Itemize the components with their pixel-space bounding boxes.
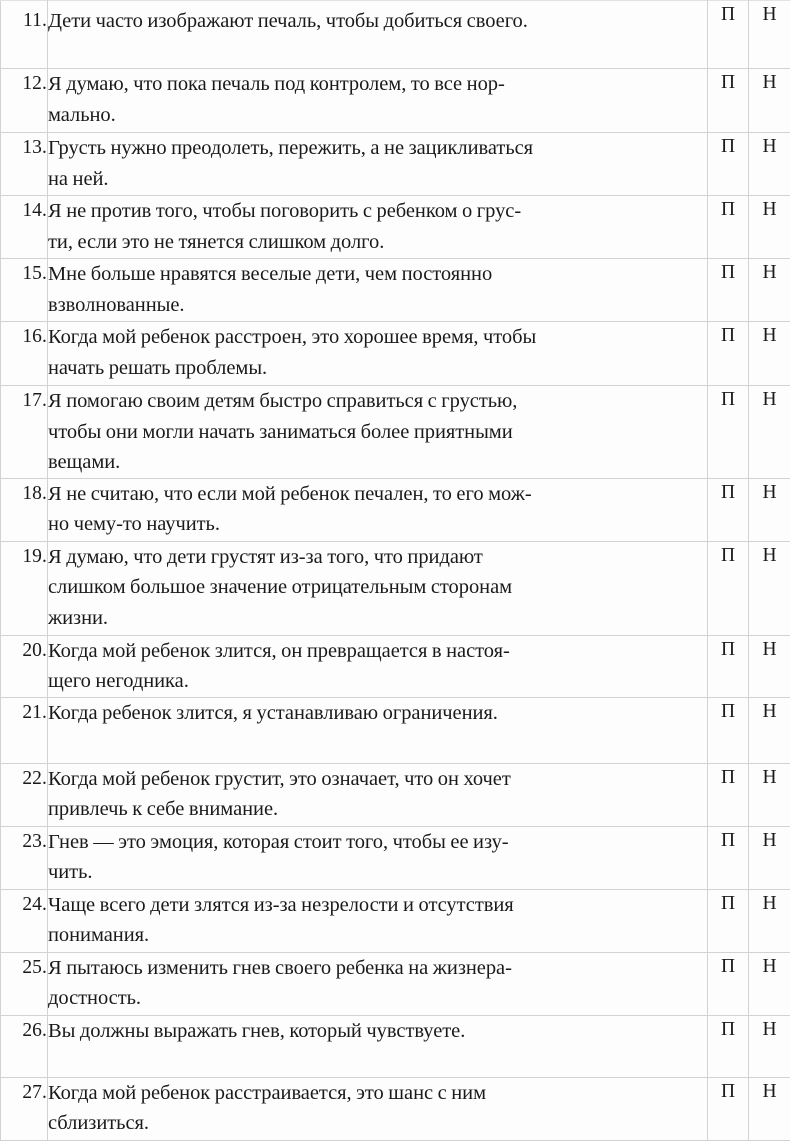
option-disagree-cell[interactable]: Н	[749, 763, 790, 826]
option-agree-cell[interactable]: П	[708, 952, 749, 1015]
item-statement	[48, 1077, 708, 1140]
statement-line: Когда ребенок злится, я устанавливаю ограничения.	[48, 698, 707, 729]
table-row	[1, 69, 790, 133]
table-row	[1, 1, 790, 69]
option-disagree-cell[interactable]: Н	[749, 826, 790, 889]
table-row	[1, 826, 790, 889]
option-agree-cell[interactable]: П	[708, 133, 749, 196]
option-disagree-cell[interactable]: Н	[749, 541, 790, 635]
option-agree-cell[interactable]: П	[708, 1, 749, 69]
item-number: 17.	[1, 386, 48, 479]
statement-line: Когда мой ребенок грустит, это означает, что он хочет	[48, 764, 707, 795]
statement-line: чтобы они могли начать заниматься более приятными	[48, 417, 707, 448]
statement-line: Я помогаю своим детям быстро справиться с грустью,	[48, 386, 707, 417]
statement-line: Мне больше нравятся веселые дети, чем постоянно	[48, 259, 707, 290]
item-statement	[48, 635, 708, 697]
table-row	[1, 635, 790, 697]
item-number: 21.	[1, 697, 48, 763]
table-row	[1, 1077, 790, 1140]
statement-line: ти, если это не тянется слишком долго.	[48, 227, 707, 258]
item-statement	[48, 478, 708, 541]
statement-line: Дети часто изображают печаль, чтобы добиться своего.	[48, 6, 707, 37]
item-statement	[48, 952, 708, 1015]
option-agree-cell[interactable]: П	[708, 196, 749, 259]
statement-line: Я думаю, что пока печаль под контролем, то все нор-	[48, 69, 707, 100]
statement-line: жизни.	[48, 603, 707, 634]
item-number: 11.	[1, 1, 48, 69]
option-agree-cell[interactable]: П	[708, 478, 749, 541]
table-row	[1, 889, 790, 952]
option-agree-cell[interactable]: П	[708, 763, 749, 826]
statement-line: Гнев — это эмоция, которая стоит того, чтобы ее изу-	[48, 827, 707, 858]
item-number: 23.	[1, 826, 48, 889]
item-number: 27.	[1, 1077, 48, 1140]
table-row	[1, 133, 790, 196]
item-statement	[48, 889, 708, 952]
item-statement	[48, 763, 708, 826]
item-number: 18.	[1, 478, 48, 541]
option-disagree-cell[interactable]: Н	[749, 697, 790, 763]
table-row	[1, 763, 790, 826]
statement-line: на ней.	[48, 164, 707, 195]
item-statement	[48, 541, 708, 635]
item-number: 12.	[1, 69, 48, 133]
option-agree-cell[interactable]: П	[708, 259, 749, 322]
statement-line: Когда мой ребенок расстраивается, это шанс с ним	[48, 1078, 707, 1109]
item-statement	[48, 1, 708, 69]
table-row	[1, 478, 790, 541]
statement-line: Чаще всего дети злятся из-за незрелости и отсутствия	[48, 890, 707, 921]
option-disagree-cell[interactable]: Н	[749, 952, 790, 1015]
option-agree-cell[interactable]: П	[708, 69, 749, 133]
option-agree-cell[interactable]: П	[708, 1077, 749, 1140]
statement-line: понимания.	[48, 920, 707, 951]
statement-line: взволнованные.	[48, 290, 707, 321]
statement-line: слишком большое значение отрицательным сторонам	[48, 572, 707, 603]
option-disagree-cell[interactable]: Н	[749, 1077, 790, 1140]
option-disagree-cell[interactable]: Н	[749, 889, 790, 952]
option-agree-cell[interactable]: П	[708, 541, 749, 635]
item-statement	[48, 826, 708, 889]
item-number: 24.	[1, 889, 48, 952]
option-agree-cell[interactable]: П	[708, 697, 749, 763]
option-disagree-cell[interactable]: Н	[749, 635, 790, 697]
statement-line: мально.	[48, 100, 707, 131]
option-disagree-cell[interactable]: Н	[749, 478, 790, 541]
statement-line: Вы должны выражать гнев, который чувствуете.	[48, 1016, 707, 1047]
statement-line: чить.	[48, 857, 707, 888]
option-disagree-cell[interactable]: Н	[749, 322, 790, 386]
statement-line: достность.	[48, 983, 707, 1014]
item-number: 16.	[1, 322, 48, 386]
table-row	[1, 386, 790, 479]
item-statement	[48, 322, 708, 386]
statement-line: Я не против того, чтобы поговорить с ребенком о грус-	[48, 196, 707, 227]
statement-line: сблизиться.	[48, 1108, 707, 1139]
table-row	[1, 196, 790, 259]
statement-line: щего негодника.	[48, 666, 707, 697]
statement-line: Грусть нужно преодолеть, пережить, а не зацикливаться	[48, 133, 707, 164]
table-row	[1, 322, 790, 386]
item-number: 13.	[1, 133, 48, 196]
item-statement	[48, 133, 708, 196]
option-agree-cell[interactable]: П	[708, 1015, 749, 1077]
option-disagree-cell[interactable]: Н	[749, 1015, 790, 1077]
item-number: 14.	[1, 196, 48, 259]
option-disagree-cell[interactable]: Н	[749, 133, 790, 196]
table-row	[1, 952, 790, 1015]
item-statement	[48, 386, 708, 479]
option-agree-cell[interactable]: П	[708, 386, 749, 479]
item-statement	[48, 196, 708, 259]
statement-line: Я не считаю, что если мой ребенок печален, то его мож-	[48, 479, 707, 510]
statement-line: Я пытаюсь изменить гнев своего ребенка на жизнера-	[48, 953, 707, 984]
option-disagree-cell[interactable]: Н	[749, 1, 790, 69]
option-disagree-cell[interactable]: Н	[749, 259, 790, 322]
option-disagree-cell[interactable]: Н	[749, 69, 790, 133]
item-number: 22.	[1, 763, 48, 826]
statement-line: Я думаю, что дети грустят из-за того, что придают	[48, 542, 707, 573]
table-row	[1, 259, 790, 322]
option-agree-cell[interactable]: П	[708, 322, 749, 386]
option-disagree-cell[interactable]: Н	[749, 386, 790, 479]
item-number: 20.	[1, 635, 48, 697]
option-disagree-cell[interactable]: Н	[749, 196, 790, 259]
item-statement	[48, 697, 708, 763]
item-number: 26.	[1, 1015, 48, 1077]
statement-line: вещами.	[48, 447, 707, 478]
statement-line: привлечь к себе внимание.	[48, 794, 707, 825]
statement-line: Когда мой ребенок злится, он превращается в настоя-	[48, 636, 707, 667]
table-row	[1, 541, 790, 635]
questionnaire-body	[1, 1, 790, 1141]
statement-line: но чему-то научить.	[48, 509, 707, 540]
item-number: 19.	[1, 541, 48, 635]
option-agree-cell[interactable]: П	[708, 826, 749, 889]
item-number: 25.	[1, 952, 48, 1015]
item-statement	[48, 1015, 708, 1077]
table-row	[1, 1015, 790, 1077]
item-statement	[48, 69, 708, 133]
statement-line: Когда мой ребенок расстроен, это хорошее время, чтобы	[48, 322, 707, 353]
item-number: 15.	[1, 259, 48, 322]
option-agree-cell[interactable]: П	[708, 889, 749, 952]
item-statement	[48, 259, 708, 322]
statement-line: начать решать проблемы.	[48, 353, 707, 384]
option-agree-cell[interactable]: П	[708, 635, 749, 697]
table-row	[1, 697, 790, 763]
